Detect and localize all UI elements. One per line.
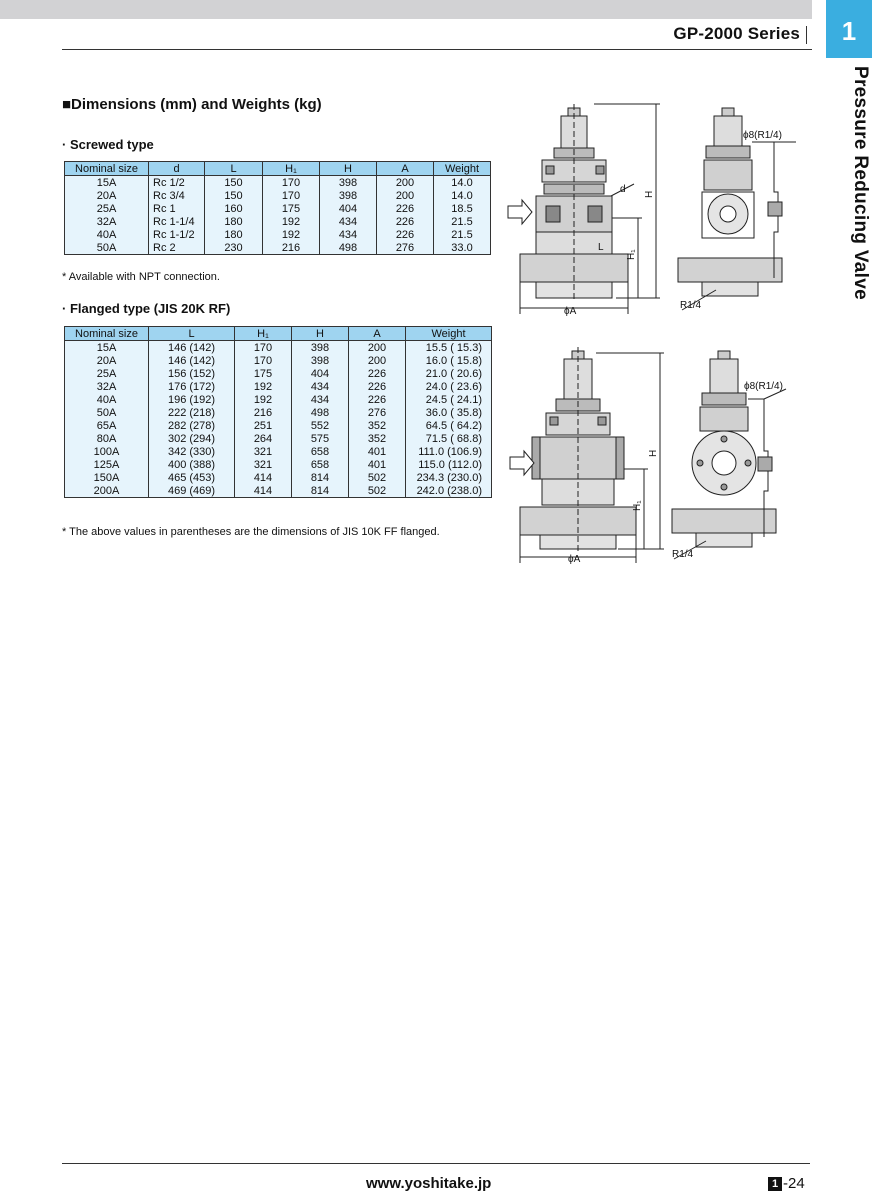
screwed-table-cell: Rc 2 — [149, 241, 205, 255]
flanged-table-cell: 302 (294) — [149, 432, 235, 445]
flanged-table-row — [65, 380, 492, 393]
flanged-table-cell: 111.0 (106.9) — [406, 445, 492, 458]
screwed-table-cell: Rc 1 — [149, 202, 205, 215]
flanged-table-cell: 200 — [349, 354, 406, 367]
screwed-col-header: Weight — [434, 162, 491, 176]
screwed-col-header: H — [320, 162, 377, 176]
flanged-table-cell: 71.5 ( 68.8) — [406, 432, 492, 445]
flanged-table-cell: 16.0 ( 15.8) — [406, 354, 492, 367]
flanged-table-cell: 814 — [292, 471, 349, 484]
page-chapter-box: 1 — [768, 1177, 782, 1191]
flanged-table-cell: 398 — [292, 341, 349, 355]
flanged-note: * The above values in parentheses are the dimensions of JIS 10K FF flanged. — [62, 526, 440, 538]
screwed-table-cell: 404 — [320, 202, 377, 215]
flanged-table-cell: 192 — [235, 380, 292, 393]
screwed-label-phi8: ϕ8(R1/4) — [743, 130, 782, 141]
screwed-table-cell: 25A — [65, 202, 149, 215]
screwed-table-cell: 226 — [377, 215, 434, 228]
flanged-table-cell: 404 — [292, 367, 349, 380]
screwed-table-cell: 20A — [65, 189, 149, 202]
flanged-table-cell: 352 — [349, 432, 406, 445]
flanged-table-cell: 20A — [65, 354, 149, 367]
header-rule — [62, 49, 812, 50]
screwed-table-cell: 14.0 — [434, 189, 491, 202]
screwed-table-cell: 398 — [320, 176, 377, 190]
flanged-table-cell: 251 — [235, 419, 292, 432]
screwed-label-R14: R1/4 — [680, 300, 702, 311]
screwed-label-d: d — [620, 184, 626, 195]
flanged-table-row — [65, 354, 492, 367]
screwed-table-cell: 200 — [377, 189, 434, 202]
screwed-label-H: H — [644, 190, 655, 198]
flanged-type-title: · Flanged type (JIS 20K RF) — [62, 301, 231, 316]
flanged-col-header: A — [349, 327, 406, 341]
flanged-table-cell: 400 (388) — [149, 458, 235, 471]
screwed-table-cell: 18.5 — [434, 202, 491, 215]
flanged-table-cell: 24.0 ( 23.6) — [406, 380, 492, 393]
screwed-table-cell: 434 — [320, 215, 377, 228]
flanged-col-header: Nominal size — [65, 327, 149, 341]
screwed-table-cell: 170 — [263, 189, 320, 202]
flanged-table-cell: 21.0 ( 20.6) — [406, 367, 492, 380]
flanged-table-cell: 321 — [235, 458, 292, 471]
flanged-table-cell: 36.0 ( 35.8) — [406, 406, 492, 419]
flanged-table-row — [65, 367, 492, 380]
series-title: GP-2000 Series — [673, 24, 800, 43]
flanged-table-cell: 40A — [65, 393, 149, 406]
screwed-table-cell: 150 — [205, 176, 263, 190]
flanged-table-cell: 434 — [292, 393, 349, 406]
flanged-table-cell: 150A — [65, 471, 149, 484]
flanged-table-cell: 282 (278) — [149, 419, 235, 432]
flanged-table-cell: 226 — [349, 380, 406, 393]
flanged-label-H1: H₁ — [632, 500, 643, 511]
chapter-number-tab: 1 — [826, 0, 872, 58]
flanged-table-row — [65, 393, 492, 406]
screwed-col-header: A — [377, 162, 434, 176]
footer-website-link[interactable]: www.yoshitake.jp — [366, 1175, 492, 1192]
flanged-table-cell: 24.5 ( 24.1) — [406, 393, 492, 406]
screwed-note: * Available with NPT connection. — [62, 271, 220, 283]
screwed-table-cell: Rc 1/2 — [149, 176, 205, 190]
screwed-table-cell: 398 — [320, 189, 377, 202]
screwed-table-cell: 14.0 — [434, 176, 491, 190]
flanged-table-cell: 80A — [65, 432, 149, 445]
screwed-flow-arrow — [508, 200, 532, 224]
flanged-table-cell: 200 — [349, 341, 406, 355]
flanged-table-cell: 125A — [65, 458, 149, 471]
flanged-table-cell: 658 — [292, 458, 349, 471]
flanged-label-phiA: ϕA — [568, 554, 581, 565]
screwed-col-header: Nominal size — [65, 162, 149, 176]
flanged-table-cell: 414 — [235, 471, 292, 484]
flanged-table-row — [65, 419, 492, 432]
section-title: ■Dimensions (mm) and Weights (kg) — [62, 96, 322, 113]
screwed-col-header: L — [205, 162, 263, 176]
screwed-table-cell: 21.5 — [434, 228, 491, 241]
flanged-table-cell: 170 — [235, 354, 292, 367]
flanged-table-cell: 222 (218) — [149, 406, 235, 419]
screwed-table-cell: 15A — [65, 176, 149, 190]
screwed-type-title: · Screwed type — [62, 137, 154, 152]
screwed-table-cell: 180 — [205, 215, 263, 228]
screwed-table-cell: Rc 1-1/4 — [149, 215, 205, 228]
screwed-table-cell: 170 — [263, 176, 320, 190]
screwed-table-row — [65, 202, 491, 215]
screwed-col-header: d — [149, 162, 205, 176]
flanged-table-cell: 176 (172) — [149, 380, 235, 393]
flanged-table-cell: 575 — [292, 432, 349, 445]
flanged-table-cell: 658 — [292, 445, 349, 458]
flanged-table-cell: 401 — [349, 445, 406, 458]
flanged-table-cell: 465 (453) — [149, 471, 235, 484]
flanged-col-header: Weight — [406, 327, 492, 341]
flanged-table-row — [65, 341, 492, 355]
flanged-table-cell: 216 — [235, 406, 292, 419]
screwed-table-cell: 498 — [320, 241, 377, 255]
screwed-table-row — [65, 176, 491, 190]
flanged-table-cell: 65A — [65, 419, 149, 432]
flanged-table-cell: 115.0 (112.0) — [406, 458, 492, 471]
screwed-col-header: H₁ — [263, 162, 320, 176]
flanged-table-cell: 175 — [235, 367, 292, 380]
screwed-type-table — [64, 161, 491, 255]
screwed-table-cell: Rc 3/4 — [149, 189, 205, 202]
screwed-table-cell: 175 — [263, 202, 320, 215]
flanged-table-cell: 25A — [65, 367, 149, 380]
flanged-table-cell: 401 — [349, 458, 406, 471]
flanged-table-cell: 321 — [235, 445, 292, 458]
flanged-label-R14: R1/4 — [672, 549, 694, 560]
flanged-table-cell: 15.5 ( 15.3) — [406, 341, 492, 355]
screwed-label-phiA: ϕA — [564, 306, 577, 317]
flanged-table-cell: 264 — [235, 432, 292, 445]
flanged-table-row — [65, 432, 492, 445]
flanged-table-cell: 414 — [235, 484, 292, 498]
screwed-table-row — [65, 228, 491, 241]
flanged-table-cell: 342 (330) — [149, 445, 235, 458]
flanged-label-H: H — [648, 449, 659, 457]
flanged-label-phi8: ϕ8(R1/4) — [744, 381, 783, 392]
flanged-table-cell: 156 (152) — [149, 367, 235, 380]
flanged-table-cell: 552 — [292, 419, 349, 432]
flanged-type-table — [64, 326, 492, 498]
flanged-table-row — [65, 406, 492, 419]
screwed-table-row — [65, 215, 491, 228]
series-divider — [806, 26, 807, 44]
footer-rule — [62, 1163, 810, 1164]
screwed-table-cell: 32A — [65, 215, 149, 228]
top-gray-bar — [0, 0, 812, 19]
flanged-col-header: H₁ — [235, 327, 292, 341]
flanged-table-cell: 226 — [349, 367, 406, 380]
flanged-table-cell: 146 (142) — [149, 341, 235, 355]
screwed-table-cell: 192 — [263, 228, 320, 241]
flanged-table-cell: 200A — [65, 484, 149, 498]
screwed-table-cell: 180 — [205, 228, 263, 241]
screwed-table-cell: 226 — [377, 228, 434, 241]
flanged-table-cell: 146 (142) — [149, 354, 235, 367]
flanged-table-row — [65, 484, 492, 498]
screwed-table-cell: 276 — [377, 241, 434, 255]
flanged-table-cell: 434 — [292, 380, 349, 393]
flanged-table-cell: 100A — [65, 445, 149, 458]
flanged-flow-arrow — [510, 451, 534, 475]
flanged-table-cell: 502 — [349, 471, 406, 484]
flanged-table-cell: 498 — [292, 406, 349, 419]
flanged-table-cell: 469 (469) — [149, 484, 235, 498]
flanged-table-cell: 50A — [65, 406, 149, 419]
flanged-table-cell: 242.0 (238.0) — [406, 484, 492, 498]
flanged-table-cell: 170 — [235, 341, 292, 355]
flanged-table-cell: 352 — [349, 419, 406, 432]
flanged-table-cell: 196 (192) — [149, 393, 235, 406]
flanged-table-row — [65, 471, 492, 484]
screwed-label-L: L — [598, 242, 604, 253]
screwed-table-cell: 230 — [205, 241, 263, 255]
flanged-side-spring-housing — [710, 359, 738, 393]
flanged-table-cell: 15A — [65, 341, 149, 355]
screwed-table-cell: 21.5 — [434, 215, 491, 228]
flanged-table-cell: 276 — [349, 406, 406, 419]
screwed-table-row — [65, 241, 491, 255]
screwed-table-row — [65, 189, 491, 202]
screwed-table-cell: 216 — [263, 241, 320, 255]
flanged-table-cell: 226 — [349, 393, 406, 406]
flanged-table-row — [65, 458, 492, 471]
flanged-table-cell: 192 — [235, 393, 292, 406]
flanged-table-cell: 234.3 (230.0) — [406, 471, 492, 484]
screwed-table-cell: 150 — [205, 189, 263, 202]
screwed-table-cell: 50A — [65, 241, 149, 255]
flanged-table-cell: 32A — [65, 380, 149, 393]
screwed-side-spring-housing — [714, 116, 742, 146]
page-number: -24 — [783, 1175, 805, 1192]
screwed-valve-drawing — [506, 100, 812, 320]
screwed-table-cell: 226 — [377, 202, 434, 215]
flanged-table-cell: 398 — [292, 354, 349, 367]
flanged-table-cell: 64.5 ( 64.2) — [406, 419, 492, 432]
flanged-col-header: L — [149, 327, 235, 341]
screwed-table-cell: 200 — [377, 176, 434, 190]
screwed-table-cell: 192 — [263, 215, 320, 228]
side-chapter-title: Pressure Reducing Valve — [850, 66, 871, 300]
flanged-table-row — [65, 445, 492, 458]
screwed-table-cell: 160 — [205, 202, 263, 215]
flanged-table-cell: 814 — [292, 484, 349, 498]
screwed-table-cell: 40A — [65, 228, 149, 241]
screwed-table-cell: 33.0 — [434, 241, 491, 255]
screwed-table-cell: Rc 1-1/2 — [149, 228, 205, 241]
flanged-table-cell: 502 — [349, 484, 406, 498]
screwed-table-cell: 434 — [320, 228, 377, 241]
screwed-label-H1: H₁ — [626, 249, 637, 260]
flanged-valve-drawing — [506, 345, 812, 570]
flanged-col-header: H — [292, 327, 349, 341]
